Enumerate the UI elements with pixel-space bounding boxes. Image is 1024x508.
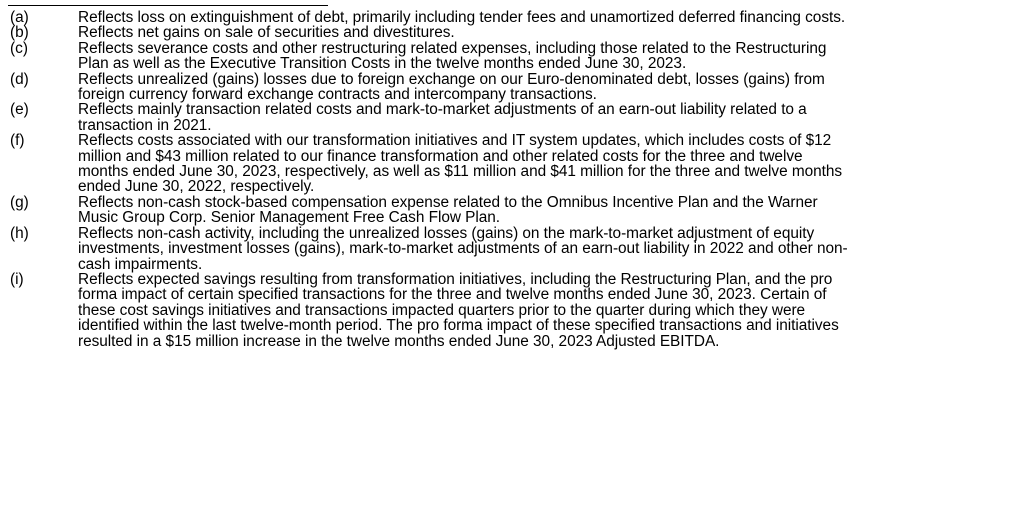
footnote-item-h	[10, 226, 1022, 272]
footnote-item-b	[10, 25, 1022, 40]
footnote-label: (f)	[10, 132, 25, 150]
footnote-label: (c)	[10, 39, 28, 57]
footnote-line: Reflects non-cash stock-based compensation expense related to the Omnibus Incentive Plan and the Warner	[78, 193, 818, 211]
footnote-label: (i)	[10, 270, 24, 288]
footnote-label: (h)	[10, 224, 29, 242]
footnote-item-i	[10, 272, 1022, 349]
footnotes-list	[10, 10, 1022, 349]
footnote-line: Reflects loss on extinguishment of debt, primarily including tender fees and unamortized deferred financing costs.	[78, 9, 846, 26]
footnote-text	[78, 195, 1022, 226]
footnote-line: Plan as well as the Executive Transition Costs in the twelve months ended June 30, 2023.	[78, 55, 687, 73]
footnote-text	[78, 72, 1022, 103]
footnote-line: Reflects severance costs and other restructuring related expenses, including those related to the Restructuring	[78, 39, 827, 57]
footnote-label: (e)	[10, 101, 29, 119]
footnote-text	[78, 10, 1022, 25]
footnote-line: resulted in a $15 million increase in the twelve months ended June 30, 2023 Adjusted EBITDA.	[78, 332, 720, 350]
footnote-line: forma impact of certain specified transactions for the three and twelve months ended June 30, 2023. Certain of	[78, 286, 827, 304]
footnote-line: these cost savings initiatives and transactions impacted quarters prior to the quarter during which they were	[78, 301, 806, 319]
footnote-line: cash impairments.	[78, 255, 203, 273]
footnote-line: Reflects non-cash activity, including the unrealized losses (gains) on the mark-to-market adjustment of equity	[78, 224, 815, 242]
footnote-line: Reflects mainly transaction related costs and mark-to-market adjustments of an earn-out liability related to a	[78, 101, 807, 119]
footnote-item-a	[10, 10, 1022, 25]
footnote-text	[78, 226, 1022, 272]
footnote-text	[78, 102, 1022, 133]
footnote-label: (a)	[10, 9, 29, 26]
footnote-line: transaction in 2021.	[78, 116, 212, 134]
footnote-line: identified within the last twelve-month period. The pro forma impact of these specified transactions and initiatives	[78, 317, 839, 335]
footnote-separator-rule	[8, 5, 328, 6]
footnote-item-g	[10, 195, 1022, 226]
footnote-label: (d)	[10, 70, 29, 88]
footnote-line: Reflects net gains on sale of securities and divestitures.	[78, 24, 455, 42]
footnote-label: (b)	[10, 24, 29, 42]
footnote-text	[78, 272, 1022, 349]
footnote-line: investments, investment losses (gains), mark-to-market adjustments of an earn-out liability in 2022 and other non-	[78, 240, 848, 258]
footnote-text	[78, 133, 1022, 195]
footnote-line: foreign currency forward exchange contracts and intercompany transactions.	[78, 86, 597, 104]
footnote-line: Reflects expected savings resulting from transformation initiatives, including the Restructuring Plan, and the pro	[78, 270, 833, 288]
footnote-line: Reflects unrealized (gains) losses due to foreign exchange on our Euro-denominated debt, losses (gains) from	[78, 70, 825, 88]
footnote-text	[78, 41, 1022, 72]
footnote-item-c	[10, 41, 1022, 72]
footnote-line: months ended June 30, 2023, respectively, as well as $11 million and $41 million for the three and twelve months	[78, 163, 843, 181]
footnote-line: ended June 30, 2022, respectively.	[78, 178, 315, 196]
footnote-item-e	[10, 102, 1022, 133]
footnote-line: million and $43 million related to our finance transformation and other related costs for the three and twelve	[78, 147, 803, 165]
footnote-item-d	[10, 72, 1022, 103]
footnote-line: Reflects costs associated with our transformation initiatives and IT system updates, which includes costs of $12	[78, 132, 832, 150]
footnote-item-f	[10, 133, 1022, 195]
footnote-line: Music Group Corp. Senior Management Free Cash Flow Plan.	[78, 209, 501, 227]
footnote-label: (g)	[10, 193, 29, 211]
footnote-text	[78, 25, 1022, 40]
